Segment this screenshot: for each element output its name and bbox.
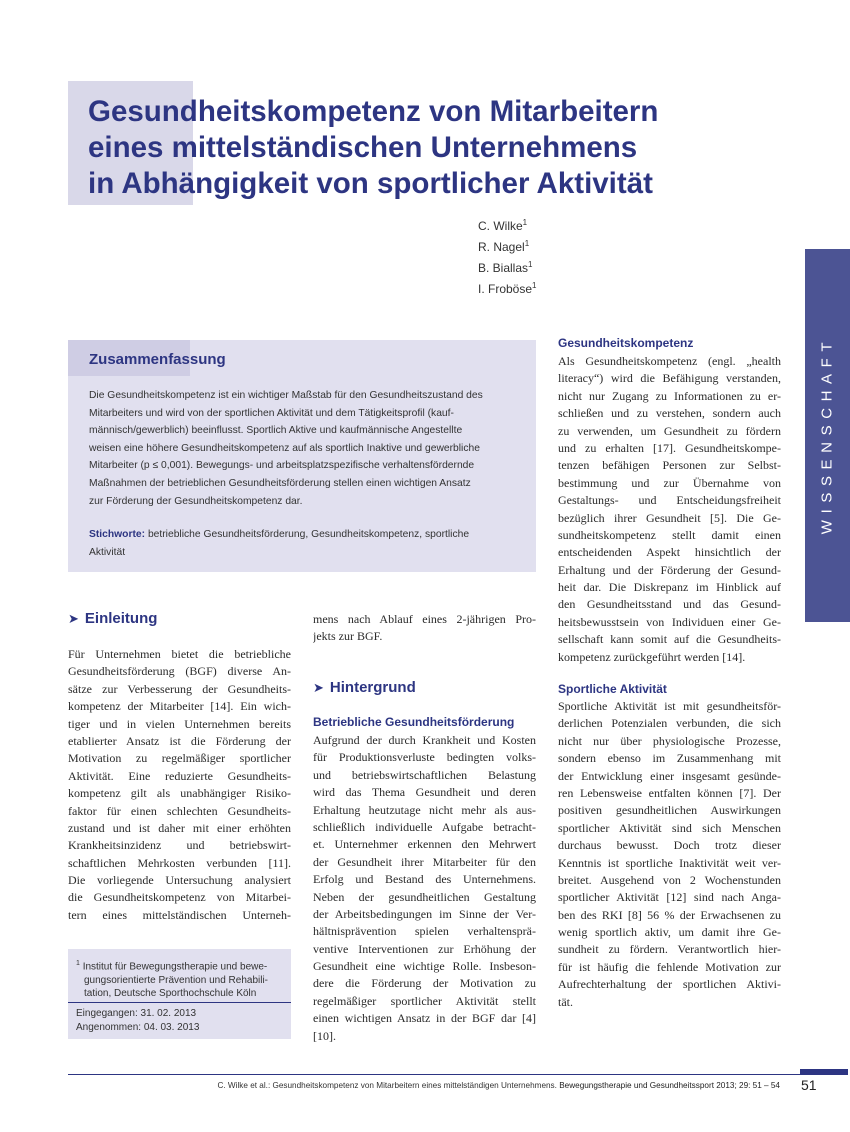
title-line: Gesundheitskompetenz von Mitarbeitern xyxy=(88,95,659,128)
sportliche-aktivitaet-body: Sportliche Aktivität ist mit gesundheitsför- derlichen Potenzialen verbunden, die sich nicht nur über physiologische Prozesse, sondern ebenso im Zusammenhang mit der Entwicklung einer insgesamt gesünde- ren Lebensweise entfalten können [7]. Der positiven gesundheitlichen Auswirkungen sportlicher Aktivität sind sich Menschen durchaus bewusst. Doch trotz dieser Kenntnis ist sportliche Inaktivität weit ver- breitet. Ausgehend von 2 Wochenstunden sportlicher Aktivität [12] sind nach Anga- ben des RKI [8] 56 % der Erwachsenen zu wenig sportlich aktiv, um damit ihre Ge- sundheit zu fördern. Verantwortlich hier- für ist häufig die fehlende Motivation zur Aufrechterhaltung der sportlichen Aktivi- tät. xyxy=(558,699,781,1009)
arrow-icon: ➤ xyxy=(68,611,79,626)
einleitung-body: Für Unternehmen bietet die betriebliche Gesundheitsförderung (BGF) diverse An- sätze zur Verbesserung der Gesundheits- kompetenz der Mitarbeiter [14]. Ein wich- tiger und in vielen Unternehmen bereits etablierter Ansatz ist die Förderung der Motivation zu regelmäßiger sportlicher Aktivität. Eine reduzierte Gesundheits- kompetenz gilt als unabhängiger Risiko- faktor für einen schlechten Gesundheits- zustand und ist daher mit einer erhöhten Krankheitsinzidenz und betriebswirt- schaftlichen Mehrkosten verbunden [11]. Die vorliegende Untersuchung analysiert die Gesundheitskompetenz von Mitarbei- tern eines mittelständischen Unterneh- xyxy=(68,647,291,922)
section-heading-einleitung: ➤ Einleitung xyxy=(68,610,158,627)
abstract-box xyxy=(68,340,536,572)
footer-rule xyxy=(68,1074,848,1075)
title-line: eines mittelständischen Unternehmens xyxy=(88,131,638,164)
section-heading-hintergrund: ➤ Hintergrund xyxy=(313,679,416,696)
abstract-heading: Zusammenfassung xyxy=(89,351,226,368)
arrow-icon: ➤ xyxy=(313,680,324,695)
author: C. Wilke$^1$ xyxy=(478,218,528,233)
submission-dates xyxy=(76,1007,199,1034)
footer-accent xyxy=(800,1069,848,1075)
keywords-label: Stichworte: xyxy=(89,529,146,540)
author: B. Biallas$^1$ xyxy=(478,260,533,275)
affiliation-box xyxy=(68,949,291,1039)
author: I. Froböse$^1$ xyxy=(478,281,537,296)
hintergrund-body: Aufgrund der durch Krankheit und Kosten für Produktionsverluste bedingten volks- und betriebswirtschaftlichen Belastung wird das Thema Gesundheit und deren Erhaltung heutzutage nicht mehr als aus- schließlich individuelle Aufgabe betracht- et. Unternehmer erkennen den Mehrwert der Gesundheit ihrer Mitarbeiter für den Erfolg und Bestand des Unternehmens. Neben der gesundheitlichen Gestaltung der Arbeitsbedingungen im Sinne der Ver- hältnisprävention spielen verhaltensprä- ventive Interventionen zur Erhöhung der Gesundheit eine wichtige Rolle. Insbeson- dere die Förderung der Motivation zu regelmäßiger sportlicher Aktivität stellt einen wichtigen Ansatz in der BGF dar [4] [10]. xyxy=(313,733,536,1043)
received-date: Eingegangen: 31. 02. 2013 xyxy=(76,1008,197,1019)
author-list xyxy=(478,214,536,298)
footer-citation: C. Wilke et al.: Gesundheitskompetenz von Mitarbeitern eines mittelständigen Unternehmens. Bewegungstherapie und Gesundheitssport 2013; 29: 51 – 54 xyxy=(217,1081,780,1090)
subheading-sportliche-aktivitaet: Sportliche Aktivität xyxy=(558,682,667,696)
affiliation-text: $^1$ Institut für Bewegungstherapie und bewe- gungsorientierte Prävention und Rehabili- tation, Deutsche Sporthochschule Köln xyxy=(76,960,269,1000)
accepted-date: Angenommen: 04. 03. 2013 xyxy=(76,1021,200,1033)
page-number: 51 xyxy=(801,1077,817,1093)
column2-intro: mens nach Ablauf eines 2-jährigen Pro- jekts zur BGF. xyxy=(313,612,536,644)
author: R. Nagel$^1$ xyxy=(478,239,530,254)
keywords: Stichworte: betriebliche Gesundheitsförderung, Gesundheitskompetenz, sportliche Aktivität xyxy=(89,529,470,558)
journal-name: Bewegungstherapie und Gesundheitssport 2013; 29: 51 – 54 xyxy=(559,1081,780,1090)
gesundheitskompetenz-body: Als Gesundheitskompetenz (engl. „health literacy“) wird die Befähigung verstanden, nicht nur Zugang zu Informationen zu er- schließen und zu verstehen, sondern auch zu verwenden, um Gesundheit zu fördern und zu erhalten [17]. Gesundheitskompe- tenzen befähigen Personen zur Selbst- bestimmung und zur Übernahme von Gestaltungs- und Entscheidungsfreiheit bezüglich ihrer Gesundheit [5]. Die Ge- sundheitskompetenz stellt damit einen entscheidenden Aspekt hinsichtlich der Erhaltung und der Förderung der Gesund- heit dar. Die Diskrepanz im Hinblick auf den Gesundheitsstand und das Gesund- heitsbewusstsein von Individuen einer Ge- sellschaft kann somit auf die Gesundheits- kompetenz zurückgeführt werden [14]. xyxy=(558,354,781,664)
article-title xyxy=(88,94,708,202)
subheading-gesundheitskompetenz: Gesundheitskompetenz xyxy=(558,336,694,350)
title-line: in Abhängigkeit von sportlicher Aktivität xyxy=(88,167,653,200)
abstract-text: Die Gesundheitskompetenz ist ein wichtiger Maßstab für den Gesundheitszustand des Mitarbeiters und wird von der sportlichen Aktivität und dem Tätigkeitsprofil (kauf- männisch/gewerblich) beeinflusst. Sportlich Aktive und kaufmännische Angestellte weisen eine höhere Gesundheitskompetenz auf als sportlich Inaktive und gewerbliche Mitarbeiter (p ≤ 0,001). Bewegungs- und arbeitsplatzspezifische verhaltensfördernde Maßnahmen der betrieblichen Gesundheitsförderung stellen einen wichtigen Ansatz zur Förderung der Gesundheitskompetenz dar. xyxy=(89,390,483,507)
divider xyxy=(68,1002,291,1003)
subheading-bgf: Betriebliche Gesundheitsförderung xyxy=(313,715,515,729)
section-side-label: WISSENSCHAFT xyxy=(818,335,836,535)
